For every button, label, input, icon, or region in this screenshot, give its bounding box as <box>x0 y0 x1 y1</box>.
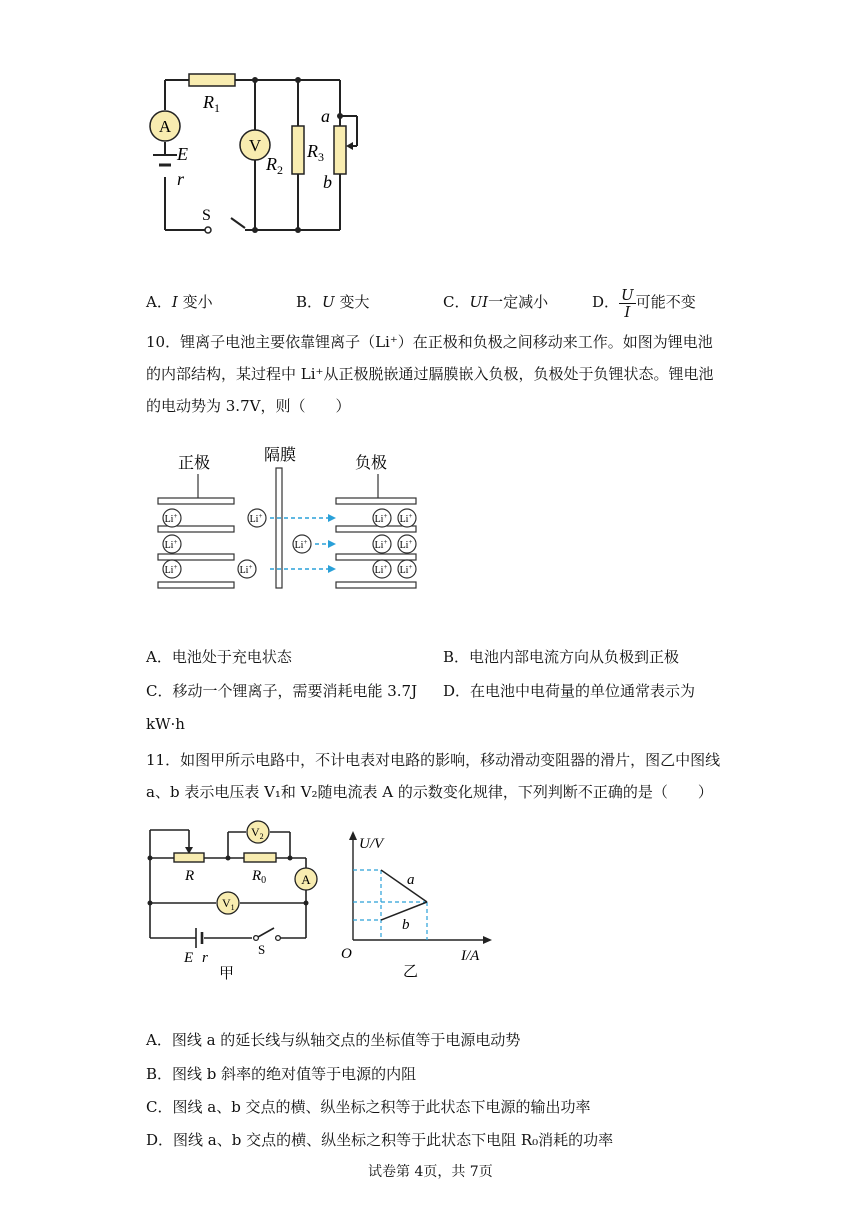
label-line-b: b <box>402 917 410 933</box>
caption-jia: 甲 <box>219 966 235 982</box>
label-voltmeter: V <box>248 136 262 155</box>
y-axis-label: U/V <box>359 836 384 852</box>
x-axis-label: I/A <box>461 948 480 964</box>
q11-stem-line1: 11．如图甲所示电路中，不计电表对电路的影响，移动滑动变阻器的滑片，图乙中图线 <box>146 751 721 769</box>
q9-option-b: B．U 变大 <box>296 293 370 311</box>
label-ammeter: A <box>158 117 172 136</box>
q10-option-d: D．在电池中电荷量的单位通常表示为 <box>443 682 696 700</box>
svg-text:Li+: Li+ <box>399 563 413 576</box>
label-r3: R <box>307 141 318 161</box>
label-internal-r: r <box>202 950 208 966</box>
q10-option-b: B．电池内部电流方向从负极到正极 <box>443 648 680 666</box>
q9-option-d: D． $\frac{U}{I}$ 可能不变 <box>592 285 696 321</box>
label-r2: R <box>266 154 277 174</box>
label-r3-sub: 3 <box>318 150 324 164</box>
label-r2-sub: 2 <box>277 163 283 177</box>
q9-option-c: C．UI一定减小 <box>443 293 549 311</box>
q11-graph-yi <box>335 828 495 983</box>
label-terminal-b: b <box>323 172 332 192</box>
label-line-a: a <box>407 872 415 888</box>
svg-text:R2 <box>265 154 283 177</box>
svg-text:Li+: Li+ <box>374 563 388 576</box>
q10-stem-line1: 10．锂离子电池主要依靠锂离子（Li⁺）在正极和负极之间移动来工作。如图为锂电池 <box>146 333 713 351</box>
label-negative-electrode: 负极 <box>355 455 388 472</box>
label-ammeter: A <box>301 872 311 887</box>
svg-text:R3 <box>306 141 324 164</box>
label-r1: R <box>203 92 214 112</box>
svg-text:Li+: Li+ <box>164 563 178 576</box>
rheostat-r3 <box>334 126 346 174</box>
svg-text:Li+: Li+ <box>239 563 253 576</box>
q11-option-b: B．图线 b 斜率的绝对值等于电源的内阻 <box>146 1065 417 1083</box>
origin-label: O <box>341 946 352 962</box>
switch-contact <box>276 936 281 941</box>
label-emf: E <box>184 950 194 966</box>
q9-option-a: A．I 变小 <box>146 293 213 311</box>
label-switch: S <box>202 207 211 224</box>
q10-option-d-unit: kW·h <box>146 715 185 733</box>
resistor-r1 <box>189 74 235 86</box>
resistor-r0 <box>244 853 276 862</box>
q11-stem-line2: a、b 表示电压表 V₁和 V₂随电流表 A 的示数变化规律，下列判断不正确的是（ ） <box>146 783 713 801</box>
svg-text:Li+: Li+ <box>374 538 388 551</box>
label-positive-electrode: 正极 <box>178 455 211 472</box>
resistor-r2 <box>292 126 304 174</box>
label-internal-r: r <box>177 169 185 189</box>
caption-yi: 乙 <box>403 964 419 980</box>
q11-option-c: C．图线 a、b 交点的横、纵坐标之积等于此状态下电源的输出功率 <box>146 1098 591 1116</box>
label-emf: E <box>177 144 188 164</box>
svg-text:V1: $V_1$ <box>222 896 235 912</box>
q9-circuit-diagram <box>135 60 370 245</box>
label-separator: 隔膜 <box>264 447 297 464</box>
svg-text:Li+: Li+ <box>374 512 388 525</box>
label-rheostat: R <box>185 868 195 884</box>
q10-stem-line2: 的内部结构，某过程中 Li⁺从正极脱嵌通过膈膜嵌入负极，负极处于负锂状态。锂电池 <box>146 365 714 383</box>
q10-option-c: C．移动一个锂离子，需要消耗电能 3.7J <box>146 682 418 700</box>
svg-text:Li+: Li+ <box>399 512 413 525</box>
svg-text:Li+: Li+ <box>249 512 263 525</box>
svg-text:Li+: Li+ <box>164 538 178 551</box>
q10-option-a: A．电池处于充电状态 <box>146 648 292 666</box>
rheostat-r <box>174 853 204 862</box>
svg-text:Li+: Li+ <box>294 538 308 551</box>
svg-text:V2: $V_2$ <box>251 825 264 841</box>
page-footer: 试卷第 4页，共 7页 <box>368 1164 493 1180</box>
svg-text:R0: $R_0$ <box>252 868 267 886</box>
svg-text:Li+: Li+ <box>164 512 178 525</box>
label-terminal-a: a <box>321 106 330 126</box>
q11-option-a: A．图线 a 的延长线与纵轴交点的坐标值等于电源电动势 <box>146 1031 521 1049</box>
svg-text:R1 <box>202 92 220 115</box>
q10-stem-line3: 的电动势为 3.7V，则（ ） <box>146 397 351 415</box>
q11-circuit-jia <box>140 818 330 983</box>
label-r1-sub: 1 <box>214 101 220 115</box>
line-a <box>381 870 427 902</box>
svg-text:Li+: Li+ <box>399 538 413 551</box>
switch-contact <box>205 227 211 233</box>
label-switch: S <box>258 942 266 957</box>
q11-option-d: D．图线 a、b 交点的横、纵坐标之积等于此状态下电阻 R₀消耗的功率 <box>146 1131 614 1149</box>
switch-contact <box>254 936 259 941</box>
q10-battery-structure-diagram <box>150 442 435 592</box>
